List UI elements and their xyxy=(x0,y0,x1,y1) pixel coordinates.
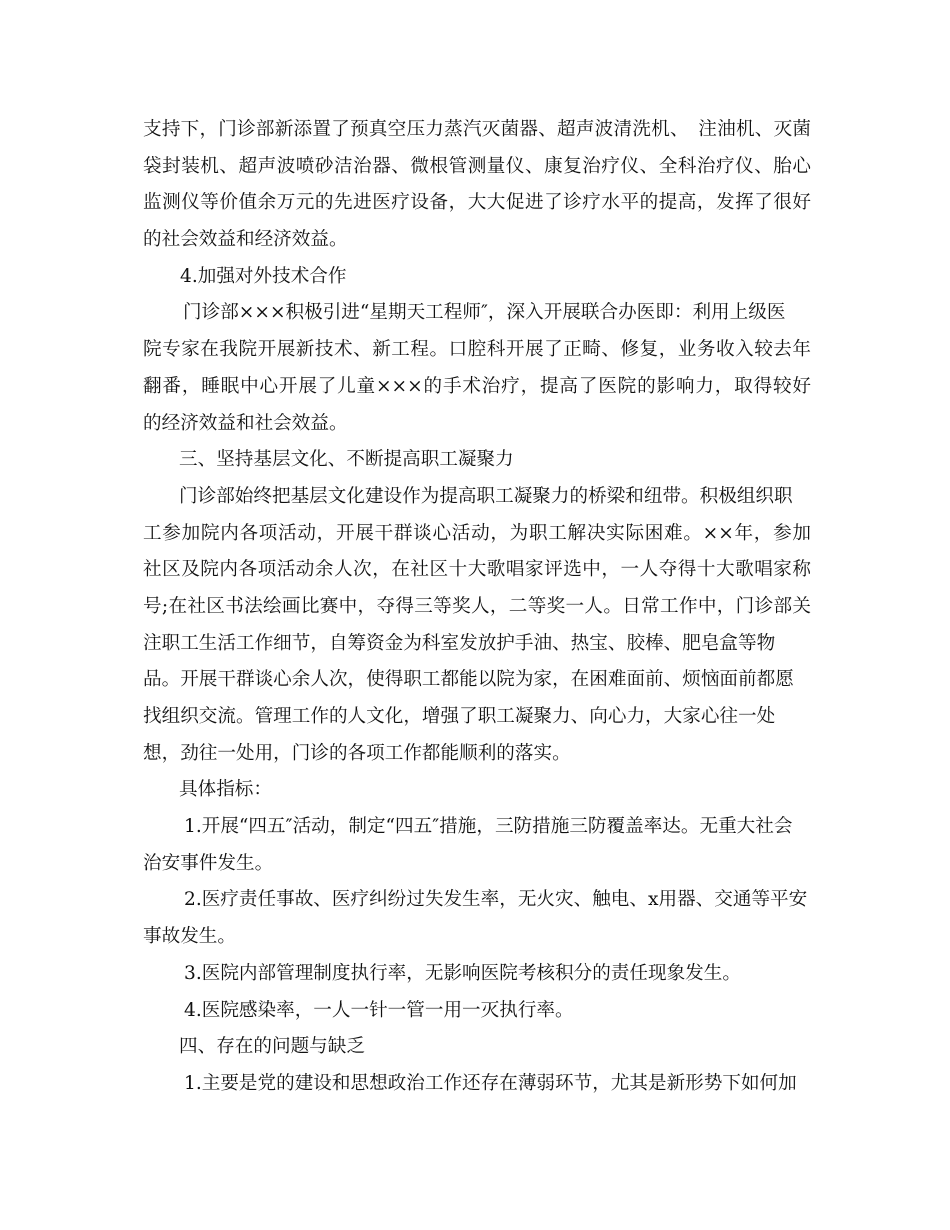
paragraph-line: 院专家在我院开展新技术、新工程。口腔科开展了正畸、修复，业务收入较去年 xyxy=(143,339,811,361)
paragraph-line: 品。开展干群谈心余人次，使得职工都能以院为家，在困难面前、烦恼面前都愿 xyxy=(143,669,794,691)
list-item: 1.主要是党的建设和思想政治工作还存在薄弱环节，尤其是新形势下如何加 xyxy=(184,1072,797,1094)
document-body xyxy=(143,112,811,1103)
section-heading: 具体指标： xyxy=(179,779,272,801)
paragraph-line: 找组织交流。管理工作的人文化，增强了职工凝聚力、向心力，大家心往一处 xyxy=(143,706,776,727)
list-item: 4.医院感染率，一人一针一管一用一灭执行率。 xyxy=(184,999,574,1021)
paragraph-line: 的社会效益和经济效益。 xyxy=(143,229,348,251)
list-item: 2.医疗责任事故、医疗纠纷过失发生率，无火灾、触电、x用器、交通等平安 xyxy=(184,889,808,911)
paragraph-line: 号;在社区书法绘画比赛中，夺得三等奖人，二等奖一人。日常工作中，门诊部关 xyxy=(143,595,811,617)
paragraph-line: 工参加院内各项活动，开展干群谈心活动，为职工解决实际困难。××年，参加 xyxy=(143,522,811,544)
paragraph-line: 翻番，睡眠中心开展了儿童×××的手术治疗，提高了医院的影响力，取得较好 xyxy=(143,375,811,397)
section-heading: 4.加强对外技术合作 xyxy=(180,265,347,287)
paragraph-line: 袋封装机、超声波喷砂洁治器、微根管测量仪、康复治疗仪、全科治疗仪、胎心 xyxy=(143,155,811,177)
paragraph-line: 监测仪等价值余万元的先进医疗设备，大大促进了诊疗水平的提高，发挥了很好 xyxy=(143,192,811,214)
section-heading: 四、存在的问题与缺乏 xyxy=(179,1036,365,1058)
paragraph-line: 注职工生活工作细节，自筹资金为科室发放护手油、热宝、胶棒、肥皂盒等物 xyxy=(143,632,776,654)
paragraph-line: 想，劲往一处用，门诊的各项工作都能顺利的落实。 xyxy=(143,742,571,764)
list-item-continuation: 治安事件发生。 xyxy=(143,852,274,874)
section-heading: 三、坚持基层文化、不断提高职工凝聚力 xyxy=(179,449,514,471)
paragraph-line: 门诊部×××积极引进“星期天工程师″，深入开展联合办医即：利用上级医 xyxy=(183,302,786,324)
paragraph-line: 社区及院内各项活动余人次，在社区十大歌唱家评选中，一人夺得十大歌唱家称 xyxy=(143,559,811,581)
list-item: 1.开展“四五″活动，制定“四五″措施，三防措施三防覆盖率达。无重大社会 xyxy=(184,816,793,838)
paragraph-line: 门诊部始终把基层文化建设作为提高职工凝聚力的桥梁和纽带。积极组织职 xyxy=(179,485,793,507)
paragraph-line: 支持下，门诊部新添置了预真空压力蒸汽灭菌器、超声波清洗机、 注油机、灭菌 xyxy=(143,119,811,140)
list-item-continuation: 事故发生。 xyxy=(143,926,236,948)
paragraph-line: 的经济效益和社会效益。 xyxy=(143,412,348,434)
list-item: 3.医院内部管理制度执行率，无影响医院考核积分的责任现象发生。 xyxy=(184,962,741,984)
